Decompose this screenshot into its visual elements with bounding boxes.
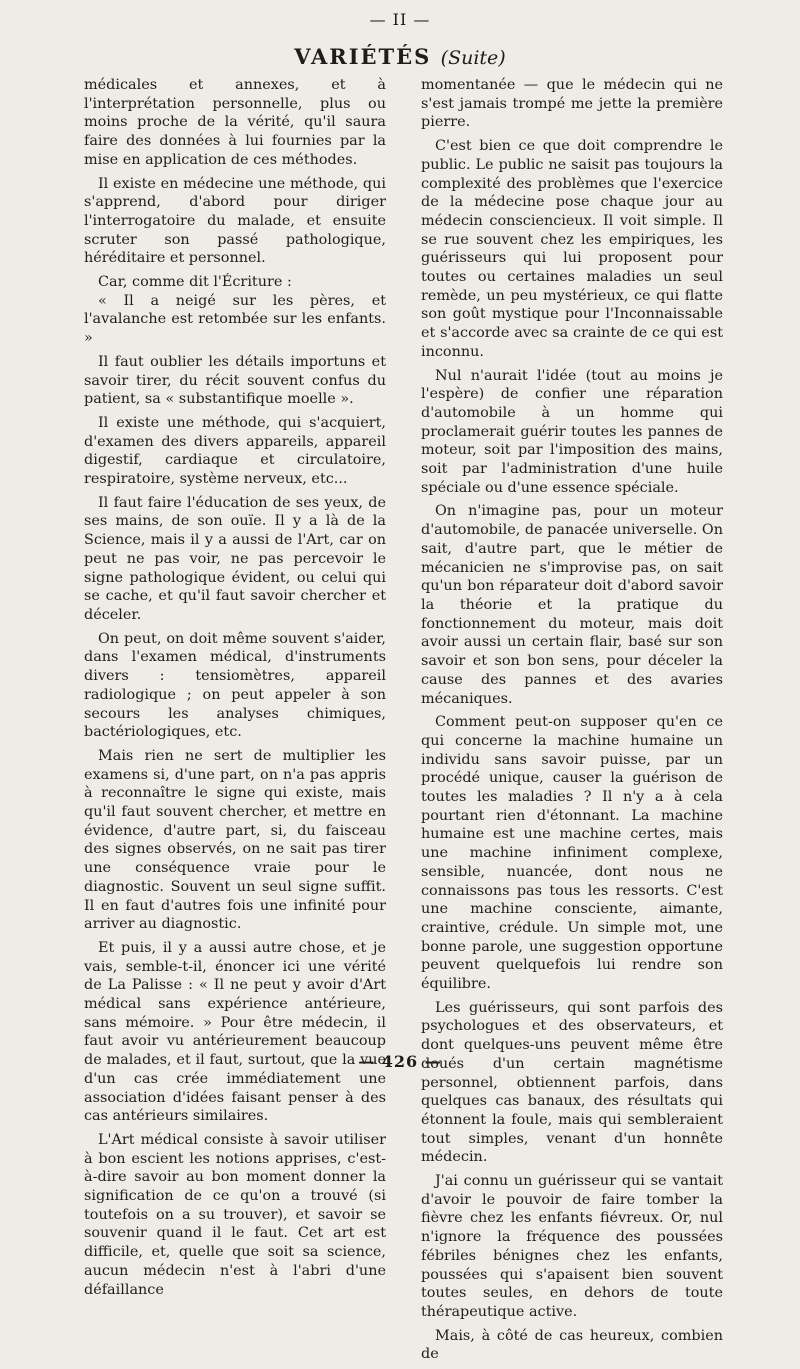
section-title — [0, 44, 800, 69]
paragraph: Mais, à côté de cas heureux, combien de — [421, 1327, 723, 1363]
paragraph: médicales et annexes, et à l'interprétation personnelle, plus ou moins proche de la vérité, qu'il saura faire des données à lui fournies par la mise en application de ces méthodes. — [84, 77, 386, 168]
paragraph: L'Art médical consiste à savoir utiliser à bon escient les notions apprises, c'est-à-dire savoir au bon moment donner la signification de ce qu'on a trouvé (si toutefois on a su trouver), et savoir se souvenir quand il le faut. Cet art est difficile, et, quelle que soit sa science, aucun médecin n'est à l'abri d'une défaillance — [84, 1131, 386, 1298]
running-head: — II — — [369, 10, 431, 29]
paragraph: Nul n'aurait l'idée (tout au moins je l'espère) de confier une réparation d'automobile à un homme qui proclamerait guérir toutes les pannes de moteur, soit par l'imposition des mains, soit par l'administration d'une huile spéciale ou d'une essence spéciale. — [421, 367, 723, 496]
paragraph: momentanée — que le médecin qui ne s'est jamais trompé me jette la première pierre. — [421, 77, 723, 131]
paragraph: J'ai connu un guérisseur qui se vantait d'avoir le pouvoir de faire tomber la fièvre chez les enfants fiévreux. Or, nul n'ignore la fréquence des poussées fébriles bénignes chez les enfants, poussées qui s'apaisent bien souvent toutes seules, en dehors de toute thérapeutique active. — [421, 1173, 723, 1320]
paragraph: C'est bien ce que doit comprendre le public. Le public ne saisit pas toujours la complexité des problèmes que l'exercice de la médecine pose chaque jour au médecin consciencieux. Il voit simple. Il se rue souvent chez les empiriques, les guérisseurs qui lui proposent pour toutes ou certaines maladies un seul remède, un peu mystérieux, ce qui flatte son goût mystique pour l'Inconnaissable et s'accorde avec sa crainte de ce qui est inconnu. — [421, 138, 723, 360]
left-column — [84, 76, 386, 1304]
page-number: — 426 — — [358, 1052, 442, 1071]
paragraph: On peut, on doit même souvent s'aider, dans l'examen médical, d'instruments divers : tensiomètres, appareil radiologique ; on peut appeler à son secours les analyses chimiques, bactériologiques, etc. — [84, 630, 386, 741]
paragraph: Les guérisseurs, qui sont parfois des psychologues et des observateurs, et dont quelques-uns peuvent même être doués d'un certain magnétisme personnel, obtiennent parfois, dans quelques cas banaux, des résultats qui étonnent la foule, mais qui sembleraient tout simples, venant d'un honnête médecin. — [421, 999, 723, 1166]
title-text: VARIÉTÉS — [294, 44, 432, 69]
paragraph: Il faut oublier les détails importuns et savoir tirer, du récit souvent confus du patient, sa « substantifique moelle ». — [84, 353, 386, 408]
paragraph: Il existe en médecine une méthode, qui s'apprend, d'abord pour diriger l'interrogatoire du malade, et ensuite scruter son passé pathologique, héréditaire et personnel. — [84, 175, 386, 267]
title-suffix: (Suite) — [440, 47, 506, 69]
paragraph: Car, comme dit l'Écriture : — [98, 274, 292, 291]
right-column — [421, 76, 723, 1369]
paragraph: Il existe une méthode, qui s'acquiert, d'examen des divers appareils, appareil digestif, cardiaque et circulatoire, respiratoire, système nerveux, etc... — [84, 414, 386, 488]
paragraph: On n'imagine pas, pour un moteur d'automobile, de panacée universelle. On sait, d'autre part, que le métier de mécanicien ne s'improvise pas, on sait qu'un bon réparateur doit d'abord savoir la théorie et la pratique du fonctionnement du moteur, mais doit avoir aussi un certain flair, basé sur son savoir et son bon sens, pour déceler la cause des pannes et des avaries mécaniques. — [421, 503, 723, 707]
paragraph: Comment peut-on supposer qu'en ce qui concerne la machine humaine un individu sans savoir puisse, par un procédé unique, causer la guérison de toutes les maladies ? Il n'y a à cela pourtant rien d'étonnant. La machine humaine est une machine certes, mais une machine infiniment complexe, sensible, nuancée, dont nous ne connaissons pas tous les ressorts. C'est une machine consciente, aimante, craintive, crédule. Un simple mot, une bonne parole, une suggestion opportune peuvent quelquefois lui rendre son équilibre. — [421, 714, 723, 993]
quotation: « Il a neigé sur les pères, et l'avalanche est retombée sur les enfants. » — [84, 292, 386, 347]
paragraph: Il faut faire l'éducation de ses yeux, de ses mains, de son ouïe. Il y a là de la Science, mais il y a aussi de l'Art, car on peut ne pas voir, ne pas percevoir le signe pathologique évident, ou celui qui se cache, et qu'il faut savoir chercher et déceler. — [84, 494, 386, 623]
paragraph: Mais rien ne sert de multiplier les examens si, d'une part, on n'a pas appris à reconnaître le signe qui existe, mais qu'il faut souvent chercher, et mettre en évidence, d'autre part, si, du faisceau des signes observés, on ne sait pas tirer une conséquence vraie pour le diagnostic. Souvent un seul signe suffit. Il en faut d'autres fois une infinité pour arriver au diagnostic. — [84, 747, 386, 933]
paragraph: Et puis, il y a aussi autre chose, et je vais, semble-t-il, énoncer ici une vérité de La Palisse : « Il ne peut y avoir d'Art médical sans expérience antérieure, sans mémoire. » Pour être médecin, il faut avoir vu antérieurement beaucoup de malades, et il faut, surtout, que la vue d'un cas crée immédiatement une association d'idées faisant penser à des cas antérieurs similaires. — [84, 939, 386, 1125]
